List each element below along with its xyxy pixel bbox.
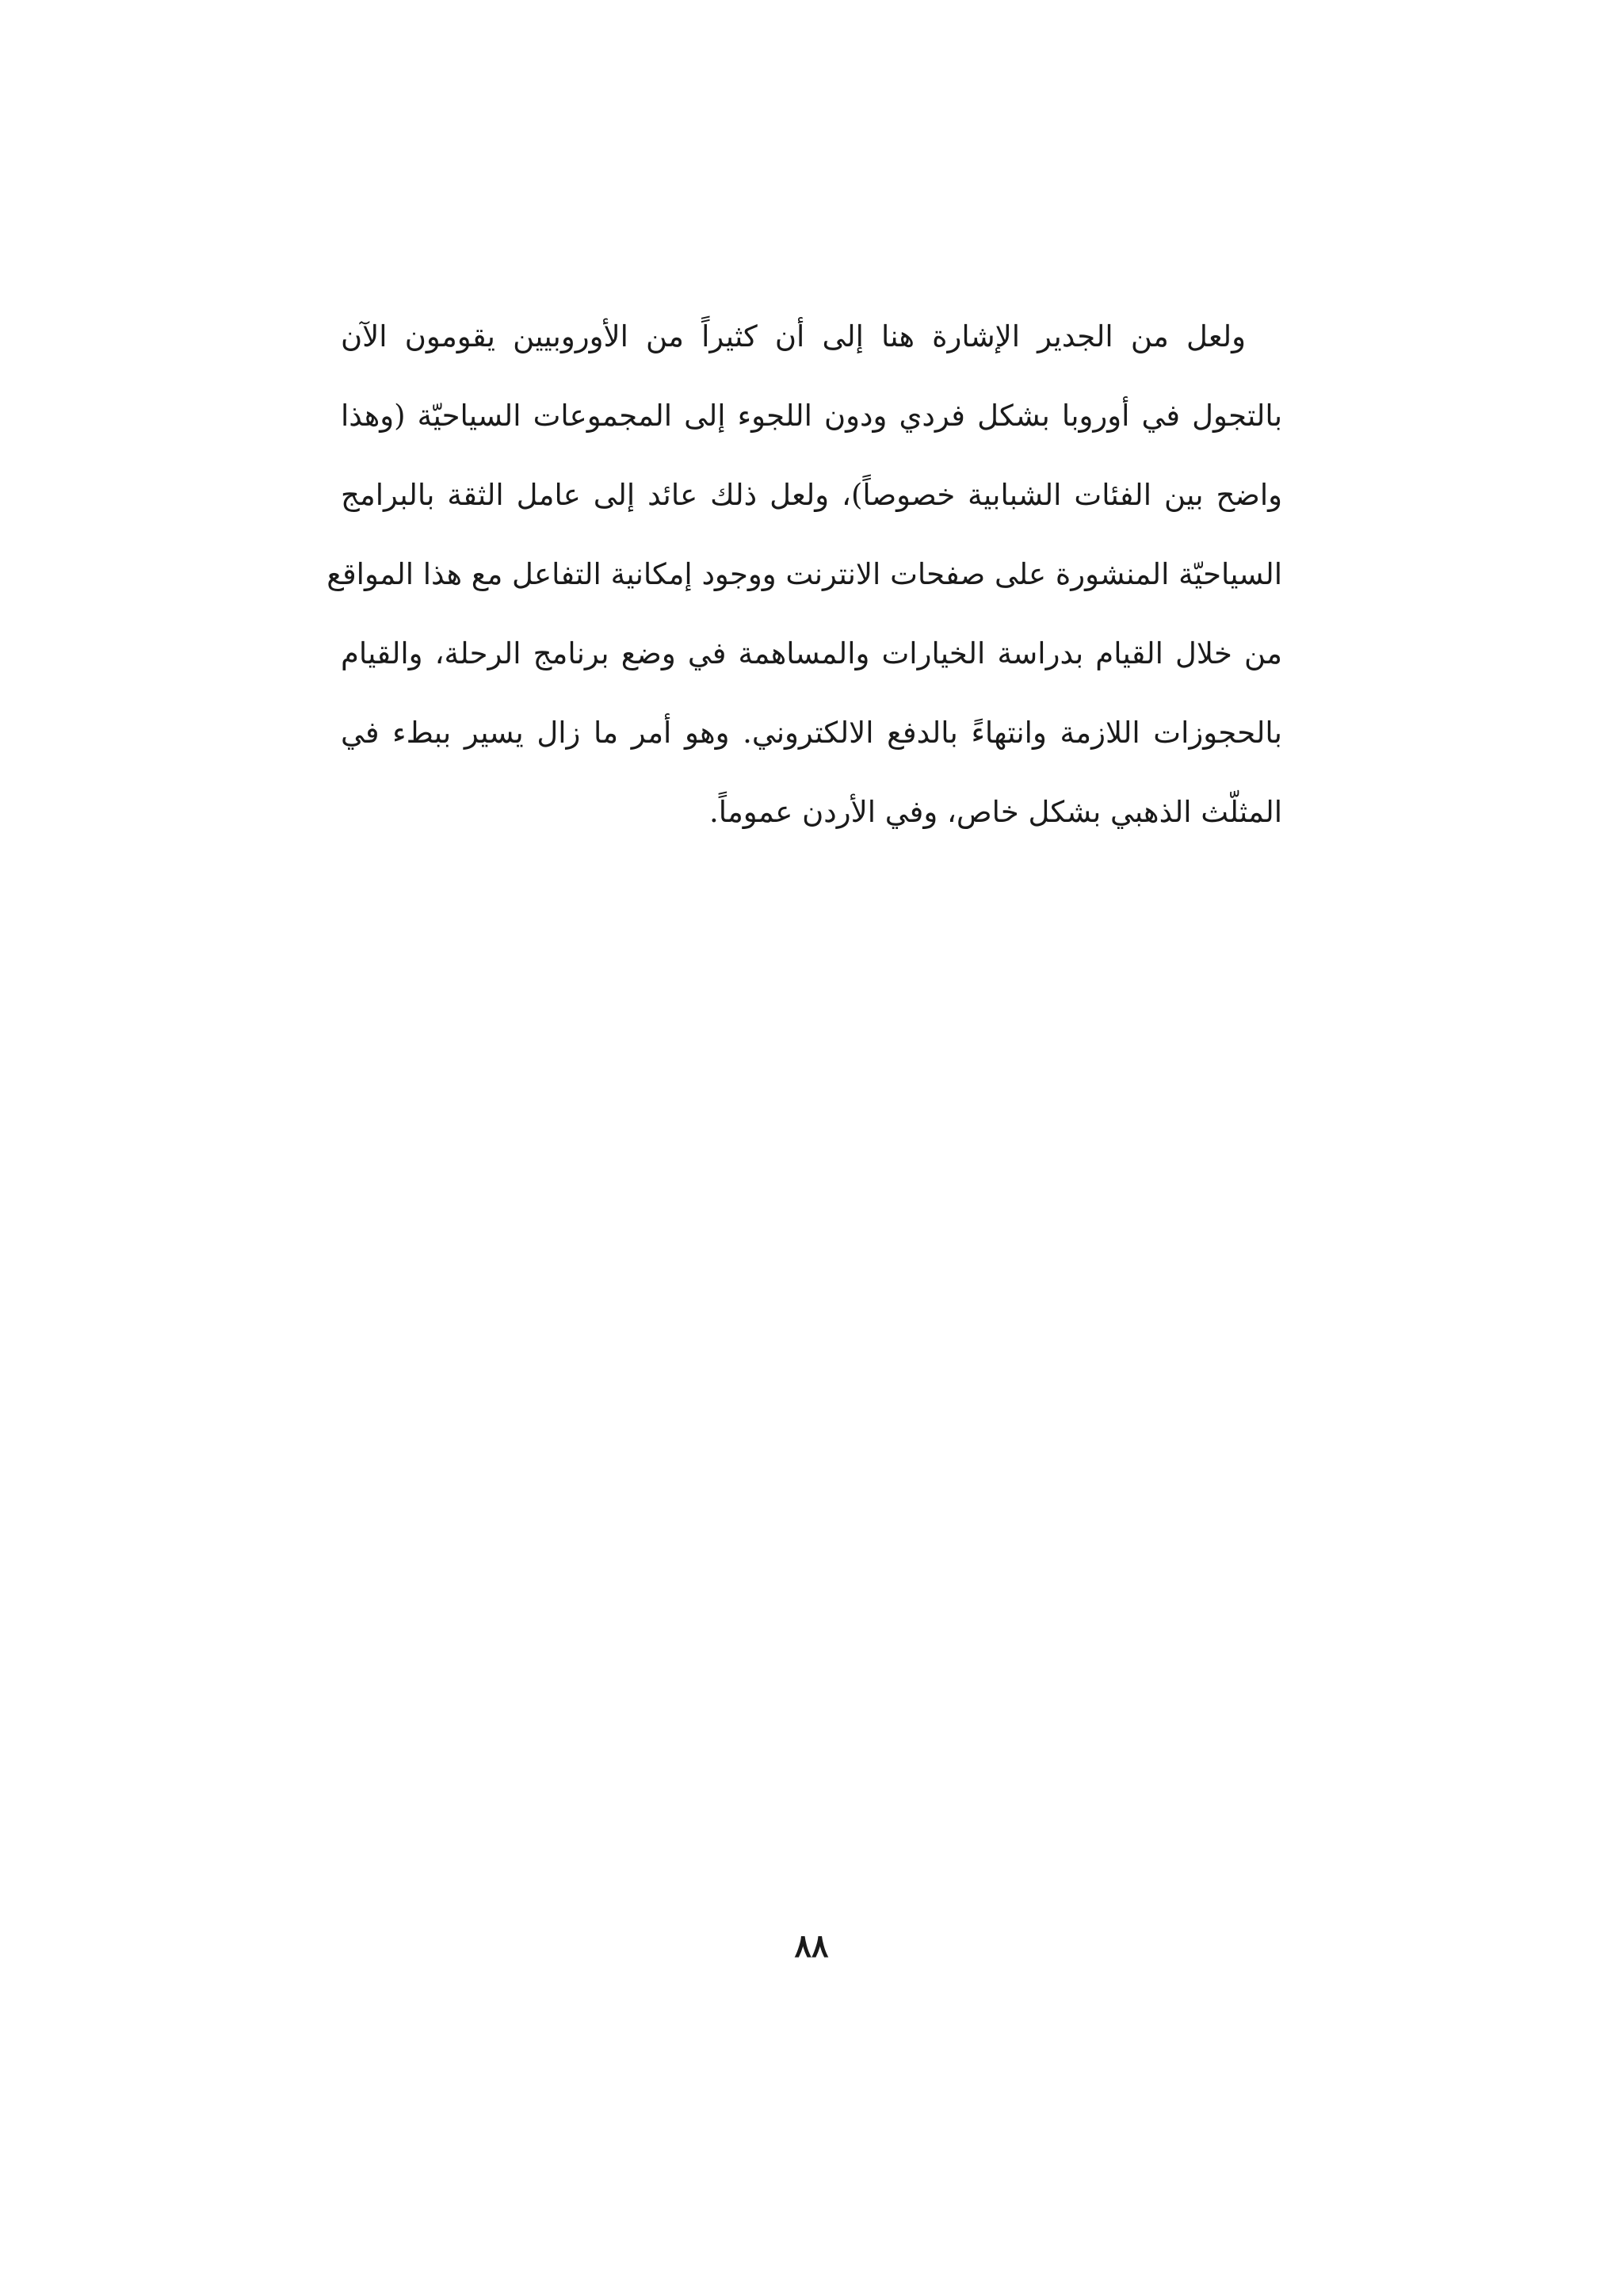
- paragraph-line-1: ولعل من الجدير الإشارة هنا إلى أن كثيراً من الأوروبيين يقومون الآن: [341, 319, 1246, 353]
- paragraph-line-7: المثلّث الذهبي بشكل خاص، وفي الأردن عموماً.: [708, 795, 1282, 829]
- paragraph-line-4: السياحيّة المنشورة على صفحات الانترنت ووجود إمكانية التفاعل مع هذا المواقع: [327, 557, 1282, 591]
- body-paragraph: [327, 297, 1282, 852]
- paragraph-line-3: واضح بين الفئات الشبابية خصوصاً)، ولعل ذلك عائد إلى عامل الثقة بالبرامج: [341, 478, 1282, 512]
- page-number: ٨٨: [794, 1927, 829, 1965]
- paragraph-line-6: بالحجوزات اللازمة وانتهاءً بالدفع الالكتروني. وهو أمر ما زال يسير ببطء في: [341, 716, 1282, 750]
- paragraph-line-5: من خلال القيام بدراسة الخيارات والمساهمة في وضع برنامج الرحلة، والقيام: [341, 636, 1282, 670]
- paragraph-line-2: بالتجول في أوروبا بشكل فردي ودون اللجوء إلى المجموعات السياحيّة (وهذا: [341, 399, 1282, 433]
